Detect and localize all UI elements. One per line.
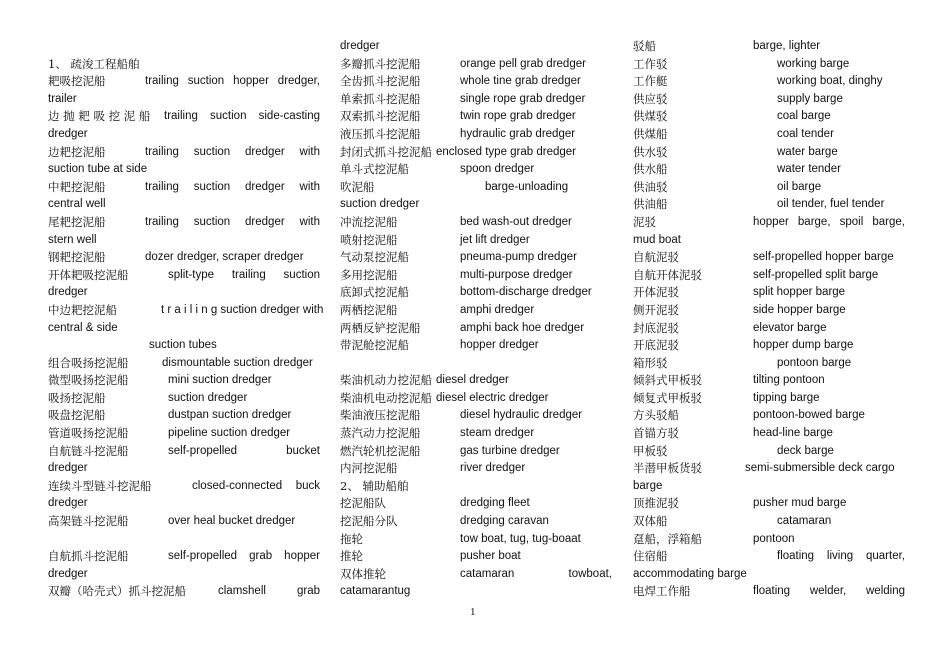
glossary-row xyxy=(48,583,320,601)
column-right xyxy=(633,38,905,601)
term-chinese: 自航抓斗挖泥船 xyxy=(48,549,129,564)
term-chinese: 自航链斗挖泥船 xyxy=(48,443,129,458)
term-english: tipping barge xyxy=(753,391,820,404)
term-english: amphi dredger xyxy=(460,303,535,316)
term-english: coal tender xyxy=(777,127,834,140)
term-chinese: 供油驳 xyxy=(633,179,668,194)
glossary-row xyxy=(48,337,320,355)
glossary-row xyxy=(633,372,905,390)
glossary-row xyxy=(633,284,905,302)
term-chinese: 柴油机电动挖泥船 xyxy=(340,390,432,405)
term-chinese: 尾耙挖泥船 xyxy=(48,214,106,229)
term-english: self-propelled bucket xyxy=(168,444,320,457)
glossary-row xyxy=(633,337,905,355)
term-chinese: 柴油液压挖泥船 xyxy=(340,408,421,423)
term-english: pontoon-bowed barge xyxy=(753,409,865,422)
glossary-row xyxy=(633,249,905,267)
glossary-row xyxy=(48,495,320,513)
glossary-row xyxy=(48,513,320,531)
term-english: self-propelled hopper barge xyxy=(753,251,894,264)
glossary-row xyxy=(340,460,612,478)
term-english: trailing suction dredger with xyxy=(145,215,320,228)
term-english: pontoon xyxy=(753,532,795,545)
term-chinese: 供油船 xyxy=(633,197,668,212)
term-chinese: 方头驳船 xyxy=(633,408,679,423)
term-chinese: 吸盘挖泥船 xyxy=(48,408,106,423)
glossary-row xyxy=(340,372,612,390)
term-chinese: 自航泥驳 xyxy=(633,250,679,265)
glossary-row xyxy=(340,355,612,373)
term-english: pneuma-pump dredger xyxy=(460,251,577,264)
glossary-row xyxy=(633,443,905,461)
glossary-row xyxy=(633,478,905,496)
glossary-row xyxy=(48,73,320,91)
glossary-row xyxy=(340,531,612,549)
term-english: river dredger xyxy=(460,462,526,475)
term-chinese: 底卸式挖泥船 xyxy=(340,285,409,300)
glossary-row xyxy=(48,460,320,478)
term-chinese: 侧开泥驳 xyxy=(633,302,679,317)
glossary-row xyxy=(633,355,905,373)
term-english: jet lift dredger xyxy=(460,233,530,246)
glossary-row xyxy=(340,320,612,338)
glossary-row xyxy=(48,91,320,109)
term-english: closed-connected buck xyxy=(192,479,320,492)
term-english: water tender xyxy=(777,163,841,176)
term-english: central & side xyxy=(48,321,118,334)
glossary-row xyxy=(340,179,612,197)
term-english: pusher mud barge xyxy=(753,497,847,510)
glossary-row xyxy=(633,56,905,74)
glossary-row xyxy=(340,425,612,443)
glossary-row xyxy=(633,73,905,91)
term-english: barge-unloading xyxy=(485,180,569,193)
term-english: semi-submersible deck cargo xyxy=(745,462,895,475)
term-chinese: 冲流挖泥船 xyxy=(340,214,398,229)
term-english: stern well xyxy=(48,233,97,246)
term-chinese: 供煤船 xyxy=(633,126,668,141)
term-chinese: 燃汽轮机挖泥船 xyxy=(340,443,421,458)
glossary-row xyxy=(340,144,612,162)
term-english: suction tube at side xyxy=(48,163,148,176)
term-english: dredger xyxy=(340,40,380,52)
term-english: self-propelled grab hopper xyxy=(168,550,320,563)
term-chinese: 顶推泥驳 xyxy=(633,496,679,511)
glossary-row xyxy=(48,126,320,144)
glossary-row xyxy=(340,91,612,109)
glossary-row xyxy=(633,108,905,126)
term-chinese: 高架链斗挖泥船 xyxy=(48,514,129,529)
term-chinese: 带泥舱挖泥船 xyxy=(340,338,409,353)
term-chinese: 双体船 xyxy=(633,514,668,529)
term-english: catamaran towboat, xyxy=(460,567,612,580)
term-chinese: 多用挖泥船 xyxy=(340,267,398,282)
glossary-row xyxy=(633,495,905,513)
glossary-row xyxy=(633,267,905,285)
term-chinese: 推轮 xyxy=(340,549,363,564)
glossary-row xyxy=(633,232,905,250)
glossary-row xyxy=(48,548,320,566)
term-english: working barge xyxy=(777,57,850,70)
term-english: dismountable suction dredger xyxy=(162,356,313,369)
term-chinese: 边 抛 耙 吸 挖 泥 船 xyxy=(48,109,151,124)
term-chinese: 双索抓斗挖泥船 xyxy=(340,109,421,124)
term-chinese: 全齿抓斗挖泥船 xyxy=(340,74,421,89)
term-chinese: 液压抓斗挖泥船 xyxy=(340,126,421,141)
term-chinese: 中耙挖泥船 xyxy=(48,179,106,194)
glossary-row xyxy=(48,478,320,496)
glossary-row xyxy=(340,390,612,408)
term-chinese: 箱形驳 xyxy=(633,355,668,370)
term-chinese: 甲板驳 xyxy=(633,443,668,458)
glossary-row xyxy=(48,179,320,197)
term-english: suction tubes xyxy=(149,339,217,352)
glossary-row xyxy=(48,355,320,373)
page-number: 1 xyxy=(470,606,476,618)
term-chinese: 多瓣抓斗挖泥船 xyxy=(340,56,421,71)
glossary-row xyxy=(48,531,320,549)
glossary-row xyxy=(48,56,320,74)
glossary-row xyxy=(340,232,612,250)
glossary-row xyxy=(340,337,612,355)
term-chinese: 泥驳 xyxy=(633,214,656,229)
glossary-row xyxy=(48,284,320,302)
term-english: accommodating barge xyxy=(633,567,747,580)
term-chinese: 挖泥船分队 xyxy=(340,514,398,529)
glossary-row xyxy=(633,390,905,408)
term-english: diesel electric dredger xyxy=(436,391,549,404)
term-chinese: 供煤驳 xyxy=(633,109,668,124)
glossary-row xyxy=(340,566,612,584)
term-chinese: 供应驳 xyxy=(633,91,668,106)
glossary-row xyxy=(340,302,612,320)
term-chinese: 倾复式甲板驳 xyxy=(633,390,702,405)
term-chinese: 1、 疏浚工程船舶 xyxy=(48,56,140,71)
term-english: multi-purpose dredger xyxy=(460,268,573,281)
term-english: floating living quarter, xyxy=(777,550,905,563)
term-english: hopper barge, spoil barge, xyxy=(753,215,905,228)
glossary-row xyxy=(340,267,612,285)
term-chinese: 微型吸扬挖泥船 xyxy=(48,373,129,388)
term-english: bottom-discharge dredger xyxy=(460,286,592,299)
term-english: hopper dump barge xyxy=(753,339,854,352)
glossary-row xyxy=(48,267,320,285)
glossary-row xyxy=(340,56,612,74)
term-chinese: 组合吸扬挖泥船 xyxy=(48,355,129,370)
term-chinese: 喷射挖泥船 xyxy=(340,232,398,247)
term-english: barge, lighter xyxy=(753,40,821,52)
glossary-row xyxy=(633,214,905,232)
glossary-row xyxy=(340,407,612,425)
term-english: trailing suction dredger with xyxy=(145,180,320,193)
term-english: split hopper barge xyxy=(753,286,846,299)
term-english: suction dredger xyxy=(168,391,248,404)
term-english: orange pell grab dredger xyxy=(460,57,586,70)
glossary-row xyxy=(340,249,612,267)
term-chinese: 柴油机动力挖泥船 xyxy=(340,373,432,388)
term-english: working boat, dinghy xyxy=(777,75,883,88)
term-chinese: 倾斜式甲板驳 xyxy=(633,373,702,388)
glossary-row xyxy=(48,108,320,126)
glossary-row xyxy=(48,144,320,162)
term-english: suction dredger xyxy=(340,198,420,211)
term-english: pipeline suction dredger xyxy=(168,427,291,440)
term-english: over heal bucket dredger xyxy=(168,515,296,528)
term-chinese: 2、 辅助船舶 xyxy=(340,478,409,493)
term-english: dredger xyxy=(48,127,88,140)
glossary-row xyxy=(340,126,612,144)
term-english: catamarantug xyxy=(340,585,411,598)
term-chinese: 两栖反铲挖泥船 xyxy=(340,320,421,335)
term-english: water barge xyxy=(777,145,838,158)
glossary-row xyxy=(48,372,320,390)
term-chinese: 边耙挖泥船 xyxy=(48,144,106,159)
glossary-row xyxy=(340,548,612,566)
term-chinese: 开底泥驳 xyxy=(633,338,679,353)
glossary-row xyxy=(340,161,612,179)
term-english: pontoon barge xyxy=(777,356,852,369)
term-english: trailer xyxy=(48,92,77,105)
glossary-row xyxy=(340,513,612,531)
term-english: self-propelled split barge xyxy=(753,268,879,281)
term-chinese: 蒸汽动力挖泥船 xyxy=(340,426,421,441)
term-chinese: 开体泥驳 xyxy=(633,285,679,300)
glossary-row xyxy=(633,38,905,56)
term-english: pusher boat xyxy=(460,550,521,563)
glossary-row xyxy=(633,302,905,320)
term-english: mini suction dredger xyxy=(168,374,272,387)
term-english: elevator barge xyxy=(753,321,827,334)
term-chinese: 气动泵挖泥船 xyxy=(340,250,409,265)
term-chinese: 电焊工作船 xyxy=(633,584,691,599)
glossary-row xyxy=(340,108,612,126)
term-english: trailing suction dredger with xyxy=(145,145,320,158)
glossary-row xyxy=(340,583,612,601)
term-english: gas turbine dredger xyxy=(460,444,560,457)
term-chinese: 钢耙挖泥船 xyxy=(48,250,106,265)
term-chinese: 半潜甲板货驳 xyxy=(633,461,702,476)
term-chinese: 吹泥船 xyxy=(340,179,375,194)
term-chinese: 封闭式抓斗挖泥船 xyxy=(340,144,432,159)
term-english: floating welder, welding xyxy=(753,585,905,598)
term-english: dredger xyxy=(48,286,88,299)
term-english: oil barge xyxy=(777,180,822,193)
glossary-row xyxy=(340,73,612,91)
term-english: dredging fleet xyxy=(460,497,530,510)
term-chinese: 连续斗型链斗挖泥船 xyxy=(48,478,152,493)
term-english: t r a i l i n g suction dredger with xyxy=(161,303,324,316)
glossary-row xyxy=(48,161,320,179)
term-chinese: 趸船，浮箱船 xyxy=(633,531,702,546)
glossary-row xyxy=(633,144,905,162)
term-english: hopper dredger xyxy=(460,339,539,352)
glossary-row xyxy=(633,320,905,338)
term-english: dustpan suction dredger xyxy=(168,409,292,422)
term-chinese: 双瓣（哈壳式）抓斗挖泥船 xyxy=(48,584,186,599)
glossary-row xyxy=(633,548,905,566)
term-english: whole tine grab dredger xyxy=(460,75,581,88)
term-chinese: 工作艇 xyxy=(633,74,668,89)
term-english: dredger xyxy=(48,567,88,580)
term-chinese: 中边耙挖泥船 xyxy=(48,302,117,317)
glossary-row xyxy=(48,566,320,584)
glossary-row xyxy=(633,513,905,531)
term-english: trailing suction side-casting xyxy=(164,110,320,123)
column-left xyxy=(48,38,324,601)
glossary-row xyxy=(340,443,612,461)
term-english: steam dredger xyxy=(460,427,535,440)
term-english: coal barge xyxy=(777,110,831,123)
glossary-row xyxy=(340,38,612,56)
term-chinese: 双体推轮 xyxy=(340,566,386,581)
term-chinese: 封底泥驳 xyxy=(633,320,679,335)
glossary-row xyxy=(48,38,320,56)
term-chinese: 自航开体泥驳 xyxy=(633,267,702,282)
term-english: bed wash-out dredger xyxy=(460,215,572,228)
term-english: amphi back hoe dredger xyxy=(460,321,585,334)
term-english: tow boat, tug, tug-boaat xyxy=(460,532,581,545)
term-english: dredger xyxy=(48,462,88,475)
term-english: tilting pontoon xyxy=(753,374,825,387)
term-chinese: 驳船 xyxy=(633,39,656,53)
glossary-row xyxy=(633,91,905,109)
term-english: diesel dredger xyxy=(436,374,509,387)
term-chinese: 吸扬挖泥船 xyxy=(48,390,106,405)
term-english: supply barge xyxy=(777,92,843,105)
glossary-row xyxy=(48,443,320,461)
glossary-row xyxy=(633,531,905,549)
term-english: diesel hydraulic dredger xyxy=(460,409,583,422)
term-chinese: 挖泥船队 xyxy=(340,496,386,511)
term-chinese: 住宿船 xyxy=(633,549,668,564)
glossary-row xyxy=(340,196,612,214)
term-english: catamaran xyxy=(777,515,832,528)
glossary-row xyxy=(48,302,324,320)
term-english: dredging caravan xyxy=(460,515,549,528)
glossary-row xyxy=(633,425,905,443)
term-chinese: 供水驳 xyxy=(633,144,668,159)
term-chinese: 首锚方驳 xyxy=(633,426,679,441)
glossary-row xyxy=(633,161,905,179)
glossary-row xyxy=(48,425,320,443)
term-english: single rope grab dredger xyxy=(460,92,586,105)
term-english: twin rope grab dredger xyxy=(460,110,576,123)
glossary-row xyxy=(633,179,905,197)
glossary-row xyxy=(340,478,612,496)
glossary-row xyxy=(633,566,905,584)
glossary-row xyxy=(48,407,320,425)
column-middle xyxy=(340,38,612,601)
term-english: barge xyxy=(633,479,663,492)
glossary-row xyxy=(48,320,320,338)
glossary-row xyxy=(633,196,905,214)
glossary-row xyxy=(48,249,320,267)
term-chinese: 拖轮 xyxy=(340,531,363,546)
term-chinese: 两栖挖泥船 xyxy=(340,302,398,317)
term-chinese: 耙吸挖泥船 xyxy=(48,74,106,89)
term-english: deck barge xyxy=(777,444,834,457)
term-english: hydraulic grab dredger xyxy=(460,127,576,140)
term-chinese: 单斗式挖泥船 xyxy=(340,162,409,177)
glossary-row xyxy=(633,583,905,601)
term-english: clamshell grab xyxy=(218,585,320,598)
term-english: head-line barge xyxy=(753,427,833,440)
glossary-row xyxy=(633,126,905,144)
glossary-row xyxy=(48,196,320,214)
glossary-row xyxy=(48,214,320,232)
glossary-row xyxy=(48,232,320,250)
term-chinese: 内河挖泥船 xyxy=(340,461,398,476)
term-english: enclosed type grab dredger xyxy=(436,145,577,158)
term-english: side hopper barge xyxy=(753,303,846,316)
term-english: spoon dredger xyxy=(460,163,535,176)
glossary-row xyxy=(633,460,905,478)
term-chinese: 工作驳 xyxy=(633,56,668,71)
glossary-row xyxy=(48,390,320,408)
term-english: dozer dredger, scraper dredger xyxy=(145,251,304,264)
term-english: dredger xyxy=(48,497,88,510)
term-english: central well xyxy=(48,198,106,211)
glossary-row xyxy=(340,214,612,232)
term-english: mud boat xyxy=(633,233,681,246)
term-chinese: 供水船 xyxy=(633,162,668,177)
term-english: trailing suction hopper dredger, xyxy=(145,75,320,88)
term-chinese: 开体耙吸挖泥船 xyxy=(48,267,129,282)
term-chinese: 单索抓斗挖泥船 xyxy=(340,91,421,106)
glossary-row xyxy=(340,284,612,302)
glossary-row xyxy=(340,495,612,513)
term-english: split-type trailing suction xyxy=(168,268,320,281)
term-english: oil tender, fuel tender xyxy=(777,198,885,211)
glossary-row xyxy=(633,407,905,425)
term-chinese: 管道吸扬挖泥船 xyxy=(48,426,129,441)
